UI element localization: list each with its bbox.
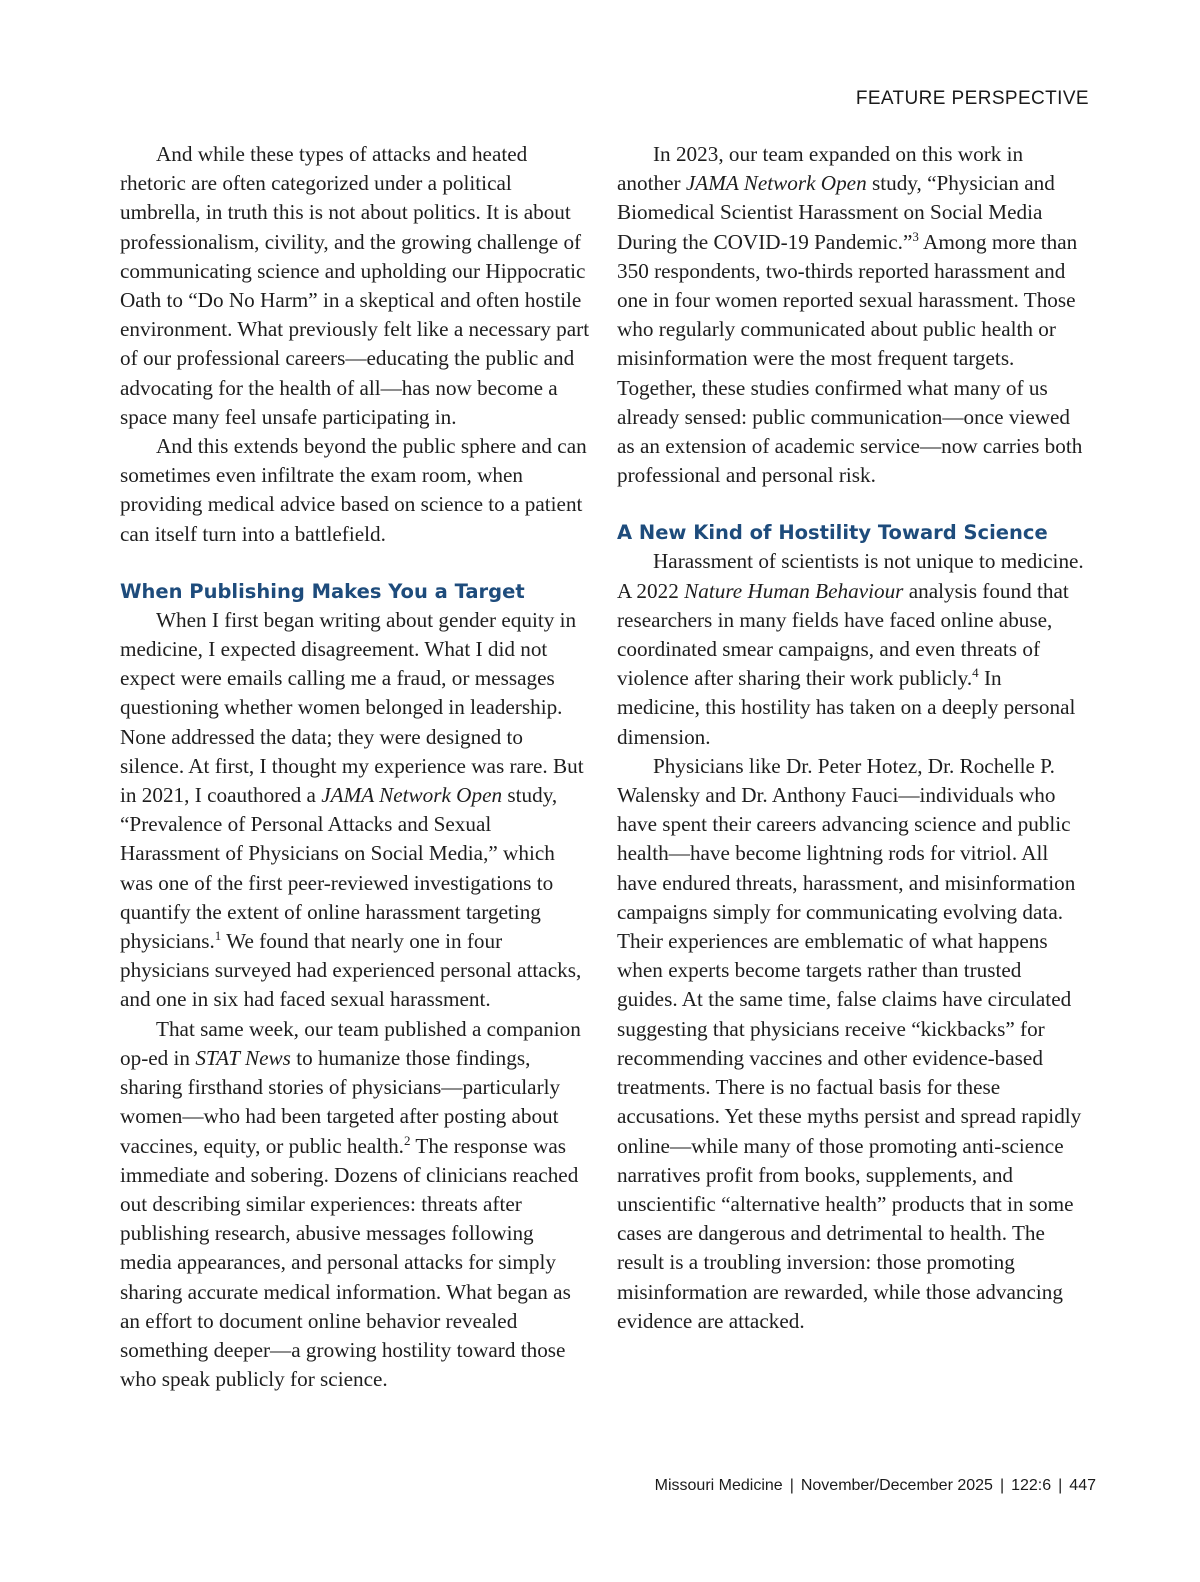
paragraph: In 2023, our team expanded on this work in another JAMA Network Open study, “Physician and Biomedical Scientist Harassment on Social Media During the COVID-19 Pandemic.”$^3$ Among more than 350 respondents, two-thirds reported harassment and one in four women reported sexual harassment. Those who regularly communicated about public health or misinformation were the most frequent targets. Together, these studies confirmed what many of us already sensed: public communication—once viewed as an extension of academic service—now carries both professional and personal risk. bbox=[617, 142, 1083, 488]
paragraph: And this extends beyond the public sphere and can sometimes even infiltrate the exam room, when providing medical advice based on science to a patient can itself turn into a battlefield. bbox=[120, 434, 587, 546]
section-header: FEATURE PERSPECTIVE bbox=[855, 88, 1089, 109]
reference-marker: 3 bbox=[912, 228, 919, 244]
paragraph: When I first began writing about gender equity in medicine, I expected disagreement. What I did not expect were emails calling me a fraud, or messages questioning whether women belonged in leadership. None addressed the data; they were designed to silence. At first, I thought my experience was rare. But in 2021, I coauthored a JAMA Network Open study, “Prevalence of Personal Attacks and Sexual Harassment of Physicians on Social Media,” which was one of the first peer-reviewed investigations to quantify the extent of online harassment targeting physicians.$^1$ We found that nearly one in four physicians surveyed had experienced personal attacks, and one in six had faced sexual harassment. bbox=[120, 607, 584, 1012]
right-column bbox=[617, 140, 1087, 1336]
paragraph: And while these types of attacks and heated rhetoric are often categorized under a political umbrella, in truth this is not about politics. It is about professionalism, civility, and the growing challenge of communicating science and upholding our Hippocratic Oath to “Do No Harm” in a skeptical and often hostile environment. What previously felt like a necessary part of our professional careers—educating the public and advocating for the health of all—has now become a space many feel unsafe participating in. bbox=[120, 142, 590, 429]
journal-title: JAMA Network Open bbox=[685, 171, 867, 196]
page-number: 447 bbox=[1069, 1477, 1096, 1494]
section-heading: A New Kind of Hostility Toward Science bbox=[617, 521, 1048, 545]
reference-marker: 1 bbox=[214, 928, 222, 944]
left-column bbox=[120, 140, 590, 1394]
footer-volume: 122:6 bbox=[1011, 1477, 1052, 1494]
footer-issue: November/December 2025 bbox=[800, 1477, 993, 1494]
paragraph: Physicians like Dr. Peter Hotez, Dr. Rochelle P. Walensky and Dr. Anthony Fauci—individuals who have spent their careers advancing science and public health—have become lightning rods for vitriol. All have endured threats, harassment, and misinformation campaigns simply for communicating evolving data. Their experiences are emblematic of what happens when experts become targets rather than trusted guides. At the same time, false claims have circulated suggesting that physicians receive “kickbacks” for recommending vaccines and other evidence-based treatments. There is no factual basis for these accusations. Yet these myths persist and spread rapidly online—while many of those promoting anti-science narratives profit from books, supplements, and unscientific “alternative health” products that in some cases are dangerous and detrimental to health. The result is a troubling inversion: those promoting misinformation are rewarded, while those advancing evidence are attacked. bbox=[617, 753, 1082, 1333]
page-footer: Missouri Medicine | November/December 2025 | 122:6 | 447 bbox=[654, 1477, 1096, 1494]
section-heading: When Publishing Makes You a Target bbox=[120, 579, 525, 603]
journal-title: JAMA Network Open bbox=[321, 783, 503, 808]
reference-marker: 4 bbox=[972, 665, 979, 681]
paragraph: That same week, our team published a companion op-ed in STAT News to humanize those findings, sharing firsthand stories of physicians—particularly women—who had been targeted after posting about vaccines, equity, or public health.$^2$ The response was immediate and sobering. Dozens of clinicians reached out describing similar experiences: threats after publishing research, abusive messages following media appearances, and personal attacks for simply sharing accurate medical information. What began as an effort to document online behavior revealed something deeper—a growing hostility toward those who speak publicly for science. bbox=[120, 1016, 581, 1392]
publication-title: STAT News bbox=[195, 1045, 291, 1070]
footer-journal: Missouri Medicine bbox=[654, 1477, 783, 1494]
reference-marker: 2 bbox=[403, 1132, 411, 1148]
paragraph: Harassment of scientists is not unique to medicine. A 2022 Nature Human Behaviour analysis found that researchers in many fields have faced online abuse, coordinated smear campaigns, and even threats of violence after sharing their work publicly.$^4$ In medicine, this hostility has taken on a deeply personal dimension. bbox=[617, 549, 1084, 749]
journal-title: Nature Human Behaviour bbox=[684, 578, 904, 603]
